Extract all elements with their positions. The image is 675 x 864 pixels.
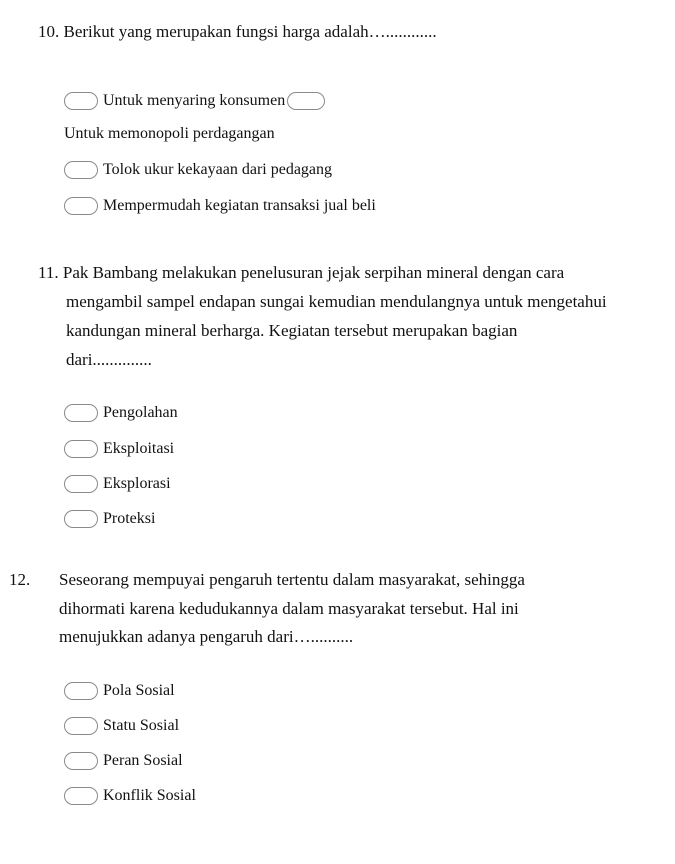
option-label: Tolok ukur kekayaan dari pedagang	[103, 161, 333, 178]
radio-bubble[interactable]	[64, 682, 98, 700]
option-label: Statu Sosial	[103, 717, 180, 734]
question-11-line-4: dari..............	[66, 350, 152, 369]
question-12-line-1: Seseorang mempuyai pengaruh tertentu dalam masyarakat, sehingga	[59, 570, 525, 589]
q10-option-3[interactable]	[64, 159, 332, 181]
q11-option-2[interactable]	[64, 438, 174, 460]
radio-bubble[interactable]	[64, 440, 98, 458]
radio-bubble[interactable]	[64, 717, 98, 735]
option-label: Peran Sosial	[103, 752, 183, 769]
radio-bubble[interactable]	[64, 787, 98, 805]
option-label: Pola Sosial	[103, 682, 175, 699]
option-label: Untuk memonopoli perdagangan	[64, 125, 275, 142]
question-12-line-3: menujukkan adanya pengaruh dari…..........	[59, 627, 354, 646]
radio-bubble[interactable]	[64, 404, 98, 422]
question-11-line-2: mengambil sampel endapan sungai kemudian mendulangnya untuk mengetahui	[66, 292, 607, 311]
option-label: Mempermudah kegiatan transaksi jual beli	[103, 197, 376, 214]
q10-option-4[interactable]	[64, 195, 376, 217]
q11-option-3[interactable]	[64, 473, 171, 495]
option-label: Konflik Sosial	[103, 787, 196, 804]
radio-bubble[interactable]	[64, 475, 98, 493]
q12-option-4[interactable]	[64, 785, 196, 807]
q11-option-4[interactable]	[64, 508, 155, 530]
option-label: Proteksi	[103, 510, 156, 527]
radio-bubble[interactable]	[64, 92, 98, 110]
radio-bubble[interactable]	[64, 161, 98, 179]
radio-bubble[interactable]	[64, 197, 98, 215]
option-label: Eksplorasi	[103, 475, 171, 492]
option-label: Eksploitasi	[103, 440, 175, 457]
question-12-number: 12.	[9, 570, 31, 589]
radio-bubble[interactable]	[64, 752, 98, 770]
q11-option-1[interactable]	[64, 402, 178, 424]
q12-option-1[interactable]	[64, 680, 175, 702]
option-label: Untuk menyaring konsumen	[103, 92, 286, 109]
option-label: Pengolahan	[103, 404, 178, 421]
question-10-prompt: 10. Berikut yang merupakan fungsi harga adalah…............	[38, 22, 437, 41]
q10-option-2[interactable]	[64, 123, 275, 145]
radio-bubble[interactable]	[287, 92, 325, 110]
question-11-line-3: kandungan mineral berharga. Kegiatan tersebut merupakan bagian	[66, 321, 518, 340]
q12-option-2[interactable]	[64, 715, 179, 737]
question-12-line-2: dihormati karena kedudukannya dalam masyarakat tersebut. Hal ini	[59, 599, 519, 618]
radio-bubble[interactable]	[64, 510, 98, 528]
q12-option-3[interactable]	[64, 750, 183, 772]
q10-option-1[interactable]	[64, 90, 325, 112]
question-11-line-1: 11. Pak Bambang melakukan penelusuran jejak serpihan mineral dengan cara	[38, 263, 565, 282]
